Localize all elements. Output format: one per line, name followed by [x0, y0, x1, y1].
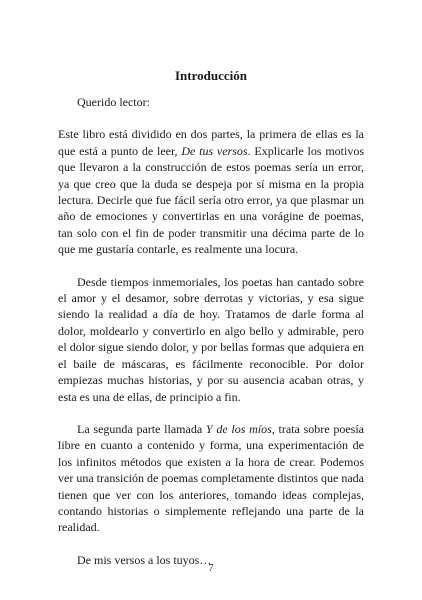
page-body	[58, 94, 364, 568]
closing-line: De mis versos a los tuyos…	[77, 552, 212, 567]
book-title-reference: Y de los míos	[205, 421, 272, 436]
text-run: Este libro está dividido en dos partes, la primera de ellas es la que está a punto de leer,	[58, 127, 364, 158]
paragraph-3	[58, 421, 364, 536]
text-run: . Explicarle los motivos que llevaron a la construcción de estos poemas sería un error, ya que creo que la duda se despeja por sí misma en la propia lectura. Decirle que fue fácil sería otro error, ya que plasmar un año de emociones y convertirlas en una vorágine de poemas, tan solo con el fin de poder transmitir una décima parte de lo que me gustaría contarle, es realmente una locura.	[58, 143, 364, 257]
chapter-title: Introducción	[175, 68, 247, 83]
text-run: La segunda parte llamada	[77, 421, 206, 436]
greeting: Querido lector:	[77, 95, 150, 109]
text-run: Desde tiempos inmemoriales, los poetas han cantado sobre el amor y el desamor, sobre derrotas y victorias, y esa sigue siendo la realidad a día de hoy. Tratamos de darle forma al dolor, moldearlo y convertirlo en algo bello y admirable, pero el dolor sigue siendo dolor, y por bellas formas que adquiera en el baile de máscaras, es fácilmente reconocible. Por dolor empiezas muchas historias, y por su ausencia acaban otras, y esta es una de ellas, de principio a fin.	[58, 274, 364, 404]
paragraph-2	[58, 274, 364, 405]
book-title-reference: De tus versos	[181, 143, 248, 158]
text-run: , trata sobre poesía libre en cuanto a contenido y forma, una experimentación de los infinitos métodos que existen a la hora de crear. Podemos ver una transición de poemas completamente distintos que nada tienen que ver con los anteriores, tomando ideas complejas, contando historias o simplemente reflejando una parte de la realidad.	[58, 421, 364, 535]
page-number: 7	[208, 563, 214, 574]
paragraph-1	[58, 126, 364, 257]
